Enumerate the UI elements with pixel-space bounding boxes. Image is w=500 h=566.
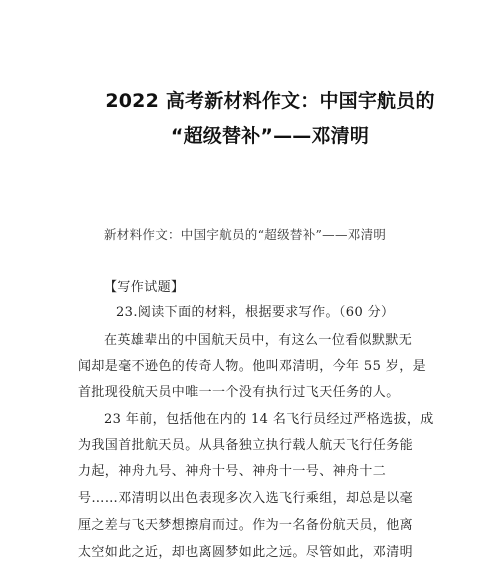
paragraph-1-line: 首批现役航天员中唯一一个没有执行过飞天任务的人。 [78, 385, 400, 400]
paragraph-2-line: 厘之差与飞天梦想擦肩而过。作为一名备份航天员，他离 [78, 518, 414, 533]
document-title-line-1: 2022 高考新材料作文：中国宇航员的 [105, 90, 435, 112]
paragraph-1-line: 闻却是毫不逊色的传奇人物。他叫邓清明，今年 55 岁，是 [78, 359, 427, 374]
document-subtitle: 新材料作文：中国宇航员的“超级替补”——邓清明 [104, 227, 387, 242]
paragraph-2-line: 力起，神舟九号、神舟十号、神舟十一号、神舟十二 [78, 464, 387, 479]
paragraph-2-line: 太空如此之近，却也离圆梦如此之远。尽管如此，邓清明 [78, 545, 414, 560]
question-prompt: 23.阅读下面的材料，根据要求写作。（60 分） [116, 305, 395, 320]
paragraph-2-line: 号……邓清明以出色表现多次入选飞行乘组，却总是以毫 [78, 491, 414, 506]
paragraph-2-line: 23 年前，包括他在内的 14 名飞行员经过严格选拔，成 [104, 412, 434, 427]
paragraph-1-line: 在英雄辈出的中国航天员中，有这么一位看似默默无 [104, 333, 413, 348]
document-title-line-2: “超级替补”——邓清明 [170, 125, 370, 147]
section-heading: 【写作试题】 [104, 280, 185, 295]
paragraph-2-line: 为我国首批航天员。从具备独立执行载人航天飞行任务能 [78, 438, 414, 453]
